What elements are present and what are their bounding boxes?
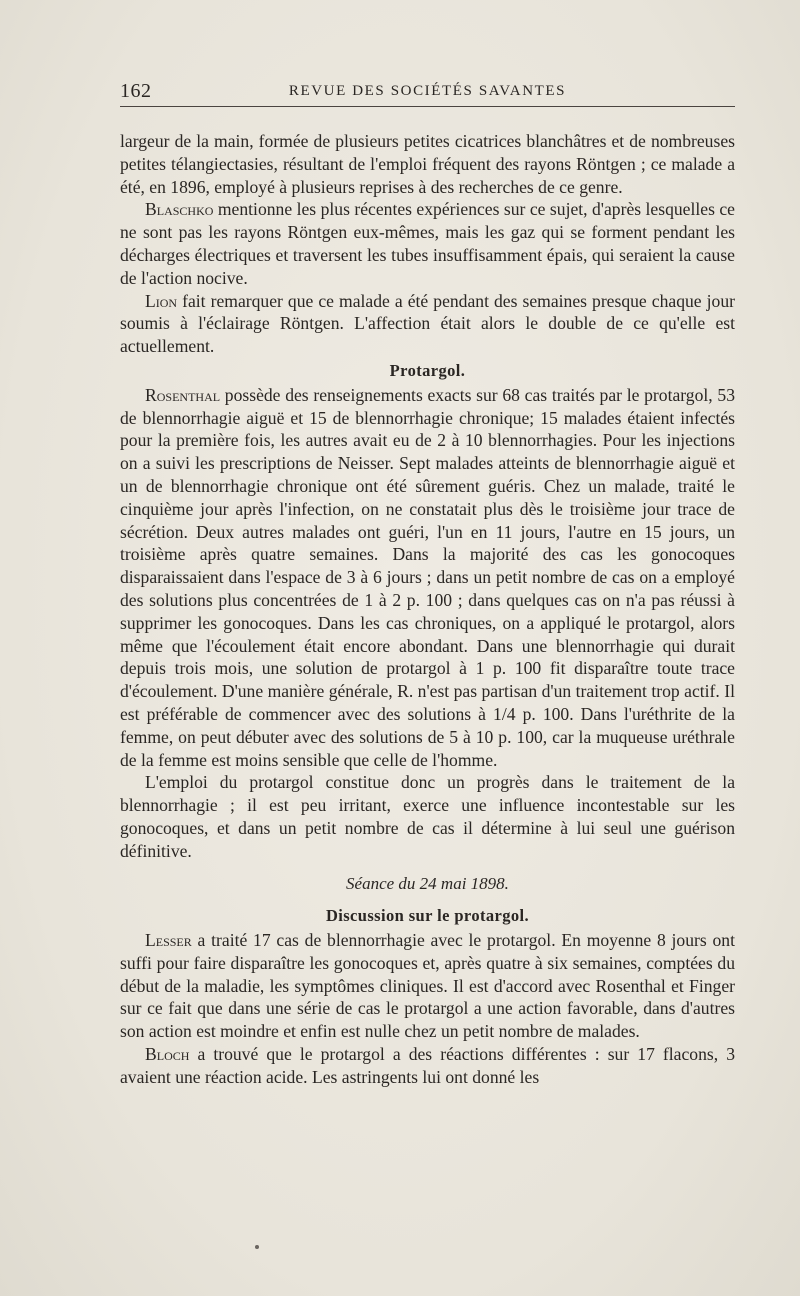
- speaker-name: Blaschko: [145, 199, 214, 220]
- session-date-heading: Séance du 24 mai 1898.: [346, 873, 509, 893]
- section-title-protargol: Protargol.: [389, 360, 466, 380]
- running-head: REVUE DES SOCIÉTÉS SAVANTES: [288, 83, 567, 99]
- paragraph-text: a traité 17 cas de blennorrhagie avec le protargol. En moyenne 8 jours ont suffi pour faire disparaître les gonocoques et, après quatre à six semaines, comptées du début de la maladie, les symptômes cliniques. Il est d'accord avec Rosenthal et Finger sur ce fait que dans une série de cas le protargol a une action favorable, dans d'autres son action est moindre et enfin est nulle chez un petit nombre de malades.: [120, 930, 735, 1042]
- paragraph-text: a trouvé que le protargol a des réactions différentes : sur 17 flacons, 3 avaient une réaction acide. Les astringents lui ont donné les: [120, 1044, 735, 1087]
- paragraph-text: possède des renseignements exacts sur 68 cas traités par le protargol, 53 de blennorrhagie aiguë et 15 de blennorrhagie chronique; 15 malades étaient infectés pour la première fois, les autres avait eu de 2 à 10 blennorrhagies. Pour les injections on a suivi les prescriptions de Neisser. Sept malades atteints de blennorrhagie aiguë et un de blennorrhagie chronique ont été sûrement guéris. Chez un malade, traité le cinquième jour après l'infection, on ne constatait plus dès le troisième jour trace de sécrétion. Deux autres malades ont guéri, l'un en 11 jours, l'autre en 15 jours, un troisième après quatre semaines. Dans la majorité des cas les gonocoques disparaissaient dans l'espace de 3 à 6 jours ; dans un petit nombre de cas on a employé des solutions plus concentrées de 1 à 2 p. 100 ; dans quelques cas on n'a pas réussi à supprimer les gonocoques. Dans les cas chroniques, on a appliqué le protargol, alors même que l'écoulement était encore abondant. Dans une blennorrhagie qui durait depuis trois mois, une solution de protargol à 1 p. 100 fit disparaître toute trace d'écoulement. D'une manière générale, R. n'est pas partisan d'un traitement trop actif. Il est préférable de commencer avec des solutions à 1/4 p. 100. Dans l'uréthrite de la femme, on peut débuter avec des solutions de 5 à 10 p. 100, car la muqueuse uréthrale de la femme est moins sensible que celle de l'homme.: [120, 384, 735, 770]
- page-number: 162: [120, 80, 152, 102]
- paragraph-blaschko: [120, 198, 735, 289]
- paragraph-text: fait remarquer que ce malade a été pendant des semaines presque chaque jour soumis à l'éclairage Röntgen. L'affection était alors le double de ce qu'elle est actuellement.: [120, 290, 735, 357]
- speaker-name: Lesser: [145, 930, 192, 951]
- paragraph-continuation: largeur de la main, formée de plusieurs petites cicatrices blanchâtres et de nombreuses petites télangiectasies, résultant de l'emploi fréquent des rayons Röntgen ; ce malade a été, en 1896, employé à plusieurs reprises à des recherches de ce genre.: [120, 131, 735, 197]
- paragraph-lion: [120, 290, 735, 358]
- page-header: [120, 76, 735, 107]
- section-title-discussion: Discussion sur le protargol.: [325, 906, 530, 926]
- speaker-name: Rosenthal: [145, 384, 221, 405]
- speaker-name: Bloch: [145, 1044, 190, 1065]
- paragraph-bloch: [120, 1043, 735, 1089]
- paragraph-text: mentionne les plus récentes expériences sur ce sujet, d'après lesquelles ce ne sont pas les rayons Röntgen eux-mêmes, mais les gaz qui se forment pendant les décharges électriques et traversent les tubes insuffisamment épais, qui seraient la cause de l'action nocive.: [120, 199, 735, 288]
- paragraph-lesser: [120, 929, 735, 1043]
- speaker-name: Lion: [145, 290, 178, 311]
- paragraph-conclusion: L'emploi du protargol constitue donc un progrès dans le traitement de la blennorrhagie ; il est peu irritant, exerce une influence incontestable sur les gonocoques, et dans un petit nombre de cas il détermine à lui seul une guérison définitive.: [120, 772, 735, 861]
- paragraph-rosenthal: [120, 384, 735, 772]
- body-text: [120, 130, 735, 1089]
- ink-speck: [255, 1245, 259, 1249]
